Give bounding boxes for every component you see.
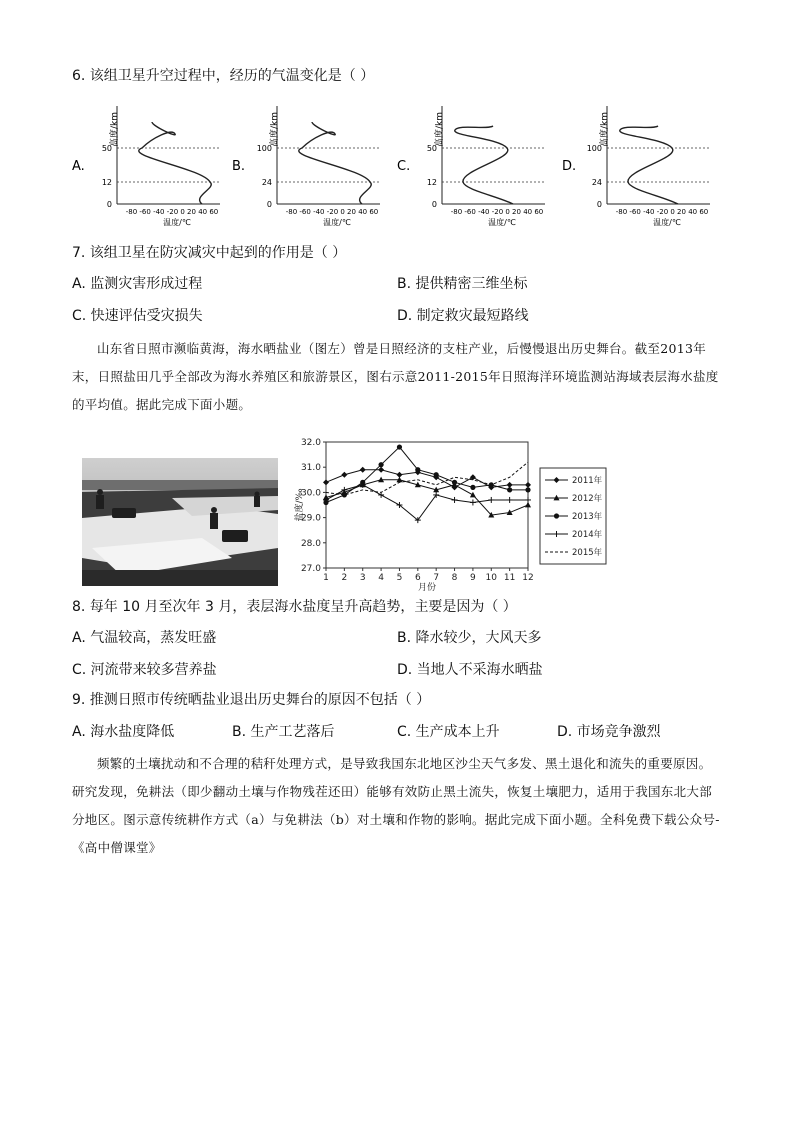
q6-d-xlabel: 温度/℃ [653, 218, 681, 227]
q8-option-d: D. 当地人不采海水晒盐 [397, 662, 543, 678]
x-tick-label: 12 [522, 573, 534, 583]
x-tick-label: 10 [485, 573, 497, 583]
q6-option-a-letter: A. [72, 159, 85, 174]
q7-option-d: D. 制定救灾最短路线 [397, 308, 529, 324]
q6-c-xticks: -80 -60 -40 -20 0 20 40 60 [450, 208, 544, 216]
data-point [554, 513, 559, 518]
q6-c-ytick-1: 12 [426, 178, 437, 187]
legend-label: 2011年 [572, 476, 603, 486]
q6-b-ytick-0: 0 [266, 200, 272, 209]
y-tick-label: 31.0 [300, 463, 321, 474]
y-tick-label: 27.0 [300, 564, 321, 574]
salinity-chart [290, 432, 612, 592]
data-point [470, 485, 475, 490]
q7-option-a: A. 监测灾害形成过程 [72, 276, 203, 292]
data-point [470, 492, 476, 498]
x-tick-label: 9 [470, 573, 476, 583]
data-point [397, 444, 402, 449]
q6-b-ytick-1: 24 [261, 178, 272, 187]
data-point [415, 467, 420, 472]
q9-option-c: C. 生产成本上升 [397, 724, 500, 740]
x-tick-label: 6 [414, 573, 421, 583]
x-tick-label: 7 [433, 573, 440, 583]
q6-b-ylabel: 高度/km [270, 112, 280, 148]
q6-c-ytick-0: 0 [431, 200, 437, 209]
data-point [507, 497, 513, 503]
plot-frame [326, 442, 528, 568]
q7-option-b: B. 提供精密三维坐标 [397, 276, 528, 292]
q6-option-d [562, 106, 710, 227]
data-point [360, 467, 366, 473]
q6-a-ytick-2: 50 [101, 144, 112, 153]
x-tick-label: 8 [451, 573, 458, 583]
data-point [507, 487, 512, 492]
q6-d-ylabel: 高度/km [600, 112, 610, 148]
data-point [525, 482, 531, 488]
q6-c-ylabel: 高度/km [435, 112, 445, 148]
q6-option-d-letter: D. [562, 159, 577, 174]
data-point [378, 462, 383, 467]
x-tick-label: 2 [341, 573, 348, 583]
q7-option-c: C. 快速评估受灾损失 [72, 308, 203, 324]
data-point [434, 472, 439, 477]
q9-option-a: A. 海水盐度降低 [72, 724, 175, 740]
q9-option-b: B. 生产工艺落后 [232, 724, 335, 740]
series-2015年 [326, 462, 528, 495]
q6-d-ytick-0: 0 [596, 200, 602, 209]
series-line [326, 462, 528, 495]
q6-option-c-letter: C. [397, 159, 411, 174]
q6-stem: 6. 该组卫星升空过程中，经历的气温变化是（ ） [72, 68, 375, 84]
q6-d-ytick-1: 24 [591, 178, 602, 187]
y-tick-label: 28.0 [300, 538, 321, 549]
q9-option-d: D. 市场竞争激烈 [557, 724, 661, 740]
q6-a-xticks: -80 -60 -40 -20 0 20 40 60 [125, 208, 219, 216]
q6-b-ytick-2: 100 [256, 144, 272, 153]
legend-label: 2012年 [572, 494, 603, 504]
q6-d-xticks: -80 -60 -40 -20 0 20 40 60 [615, 208, 709, 216]
y-tick-label: 29.0 [300, 513, 321, 524]
q8-stem: 8. 每年 10 月至次年 3 月，表层海水盐度呈升高趋势，主要是因为（ ） [72, 599, 517, 615]
y-tick-label: 32.0 [300, 438, 321, 448]
legend-label: 2014年 [572, 530, 603, 540]
chart-legend [540, 468, 606, 564]
q6-a-ytick-1: 12 [101, 178, 112, 187]
passage-no-till: 频繁的土壤扰动和不合理的秸秆处理方式，是导致我国东北地区沙尘天气多发、黑土退化和流失的重要原因。研究发现，免耕法（即少翻动土壤与作物残茬还田）能够有效防止黑土流失，恢复土壤肥力，适用于我国东北大部分地区。图示意传统耕作方式（a）与免耕法（b）对土壤和作物的影响。据此完成下面小题。全科免费下载公众号-《高中僧课堂》 [72, 756, 720, 855]
series-line [326, 485, 528, 520]
x-axis-label: 月份 [417, 583, 437, 592]
x-tick-label: 3 [359, 573, 366, 583]
data-point [452, 480, 457, 485]
x-tick-label: 4 [378, 573, 384, 583]
data-point [525, 497, 531, 503]
q6-b-xlabel: 温度/℃ [323, 218, 351, 227]
q6-c-xlabel: 温度/℃ [488, 218, 516, 227]
x-tick-label: 5 [396, 573, 403, 583]
data-point [378, 467, 384, 473]
data-point [323, 479, 329, 485]
chart-axes [293, 438, 534, 592]
q7-stem: 7. 该组卫星在防灾减灾中起到的作用是（ ） [72, 245, 347, 261]
salinity-chart-svg [290, 432, 612, 592]
data-point [507, 482, 513, 488]
data-point [488, 497, 494, 503]
q6-option-b [232, 106, 380, 227]
y-tick-label: 30.0 [300, 488, 321, 499]
q6-a-ytick-0: 0 [106, 200, 112, 209]
data-point [525, 487, 530, 492]
data-point [470, 499, 476, 505]
q6-a-ylabel: 高度/km [110, 112, 120, 148]
q8-option-b: B. 降水较少，大风天多 [397, 630, 542, 646]
q6-options [72, 98, 732, 230]
series-line [326, 480, 528, 515]
salt-field-photo-svg [82, 458, 278, 586]
salt-field-photo [82, 458, 278, 586]
q9-stem: 9. 推测日照市传统晒盐业退出历史舞台的原因不包括（ ） [72, 692, 431, 708]
chart-series [323, 444, 531, 523]
x-tick-label: 11 [503, 573, 516, 583]
q6-option-c [397, 106, 545, 227]
y-axis-label: 盐度/‰ [295, 488, 305, 522]
q6-profiles-svg [72, 98, 732, 230]
q8-option-a: A. 气温较高，蒸发旺盛 [72, 630, 217, 646]
q6-d-ytick-2: 100 [586, 144, 602, 153]
passage-salt: 山东省日照市濒临黄海，海水晒盐业（图左）曾是日照经济的支柱产业，后慢慢退出历史舞台。截至2013年末，日照盐田几乎全部改为海水养殖区和旅游景区，图右示意2011-2015年日照海洋环境监测站海域表层海水盐度的平均值。据此完成下面小题。 [72, 341, 719, 412]
q8-option-c: C. 河流带来较多营养盐 [72, 662, 217, 678]
q6-option-b-letter: B. [232, 159, 246, 174]
q6-option-a [72, 106, 220, 227]
data-point [341, 472, 347, 478]
x-tick-label: 1 [323, 573, 329, 583]
legend-label: 2015年 [572, 548, 603, 558]
q6-a-xlabel: 温度/℃ [163, 218, 191, 227]
q6-c-ytick-2: 50 [426, 144, 437, 153]
q6-b-xticks: -80 -60 -40 -20 0 20 40 60 [285, 208, 379, 216]
legend-label: 2013年 [572, 512, 603, 522]
data-point [452, 497, 458, 503]
